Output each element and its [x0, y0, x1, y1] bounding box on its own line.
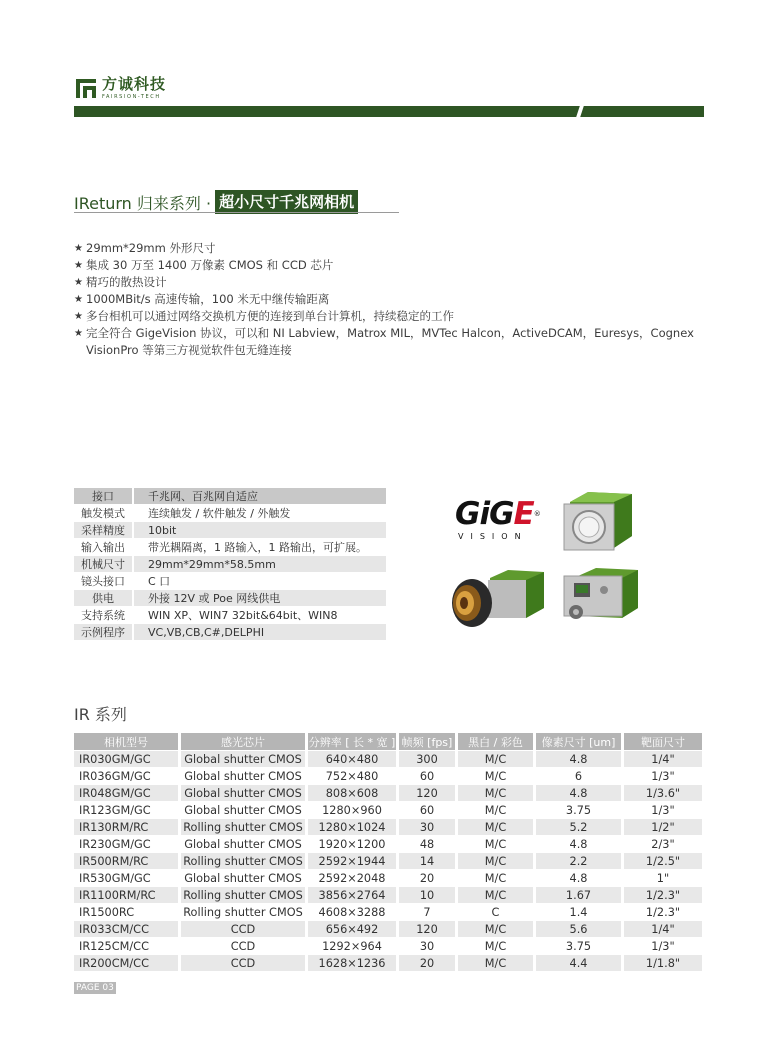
spec-key: 接口 [74, 488, 132, 504]
table-cell: Rolling shutter CMOS [181, 887, 305, 903]
table-cell: 1/2.3" [624, 904, 702, 920]
spec-value: 千兆网、百兆网自适应 [132, 488, 386, 504]
table-cell: 1/3" [624, 768, 702, 784]
table-cell: 4.8 [536, 751, 621, 767]
table-cell: Global shutter CMOS [181, 802, 305, 818]
star-icon: ★ [74, 260, 83, 271]
feature-text: 完全符合 GigeVision 协议，可以和 NI Labview，Matrox MIL，MVTec Halcon，ActiveDCAM，Euresys，Cognex VisionPro 等第三方视觉软件包无缝连接 [86, 326, 694, 357]
table-cell: 7 [399, 904, 455, 920]
table-cell: IR033CM/CC [74, 921, 178, 937]
feature-item [74, 240, 694, 257]
table-cell: 4608×3288 [308, 904, 396, 920]
feature-list [74, 240, 694, 359]
spec-row [74, 624, 386, 640]
table-cell: 656×492 [308, 921, 396, 937]
feature-text: 多台相机可以通过网络交换机方便的连接到单台计算机，持续稳定的工作 [86, 309, 454, 323]
table-cell: 3.75 [536, 938, 621, 954]
table-cell: 4.8 [536, 870, 621, 886]
feature-item [74, 257, 694, 274]
table-cell: M/C [458, 887, 533, 903]
spec-row [74, 556, 386, 572]
table-cell: 4.8 [536, 836, 621, 852]
table-cell: Global shutter CMOS [181, 785, 305, 801]
spec-value: 10bit [132, 522, 386, 538]
table-row [74, 819, 702, 835]
spec-key: 示例程序 [74, 624, 132, 640]
table-row [74, 887, 702, 903]
table-row [74, 768, 702, 784]
table-cell: M/C [458, 938, 533, 954]
gige-wordmark-e: E [513, 496, 534, 532]
table-cell: 808×608 [308, 785, 396, 801]
ir-series-table-body [74, 751, 702, 971]
feature-item [74, 308, 694, 325]
table-cell: 640×480 [308, 751, 396, 767]
spec-row [74, 539, 386, 555]
table-cell: 1/3.6" [624, 785, 702, 801]
table-cell: 1/3" [624, 938, 702, 954]
spec-row [74, 488, 386, 504]
spec-table [74, 487, 386, 641]
camera-rear-image [560, 566, 642, 628]
spec-value: 外接 12V 或 Poe 网线供电 [132, 590, 386, 606]
feature-text: 精巧的散热设计 [86, 275, 167, 289]
table-cell: 1280×1024 [308, 819, 396, 835]
feature-item [74, 325, 694, 359]
spec-value: 带光耦隔离，1 路输入，1 路输出，可扩展。 [132, 539, 386, 555]
table-cell: M/C [458, 836, 533, 852]
table-cell: CCD [181, 921, 305, 937]
ir-series-table [71, 732, 705, 972]
table-cell: IR048GM/GC [74, 785, 178, 801]
feature-text: 集成 30 万至 1400 万像素 CMOS 和 CCD 芯片 [86, 258, 334, 272]
spec-key: 镜头接口 [74, 573, 132, 589]
table-cell: 1/2.5" [624, 853, 702, 869]
table-cell: IR200CM/CC [74, 955, 178, 971]
table-row [74, 904, 702, 920]
column-header: 帧频 [fps] [399, 733, 455, 750]
feature-text: 1000MBit/s 高速传输，100 米无中继传输距离 [86, 292, 330, 306]
spec-row [74, 573, 386, 589]
spec-value: VC,VB,CB,C#,DELPHI [132, 624, 386, 640]
gige-vision-logo [455, 497, 555, 545]
ir-series-heading: IR 系列 [74, 705, 127, 724]
brand-name-en: FAIRSION-TECH [102, 93, 161, 100]
spec-value: C 口 [132, 573, 386, 589]
table-cell: IR230GM/GC [74, 836, 178, 852]
table-cell: 20 [399, 870, 455, 886]
table-cell: Global shutter CMOS [181, 870, 305, 886]
table-cell: 10 [399, 887, 455, 903]
feature-item [74, 274, 694, 291]
table-cell: 1280×960 [308, 802, 396, 818]
table-cell: 60 [399, 768, 455, 784]
spec-key: 供电 [74, 590, 132, 606]
table-cell: IR500RM/RC [74, 853, 178, 869]
registered-mark: ® [533, 510, 540, 518]
column-header: 分辨率 [ 长 * 宽 ] [308, 733, 396, 750]
spec-row [74, 522, 386, 538]
spec-value: WIN XP、WIN7 32bit&64bit、WIN8 [132, 607, 386, 623]
table-cell: 120 [399, 921, 455, 937]
table-cell: M/C [458, 802, 533, 818]
table-cell: IR130RM/RC [74, 819, 178, 835]
table-cell: 2.2 [536, 853, 621, 869]
table-row [74, 870, 702, 886]
table-cell: 14 [399, 853, 455, 869]
table-cell: CCD [181, 955, 305, 971]
table-cell: 5.6 [536, 921, 621, 937]
table-cell: 1/2.3" [624, 887, 702, 903]
table-cell: 1628×1236 [308, 955, 396, 971]
table-cell: M/C [458, 768, 533, 784]
table-cell: 120 [399, 785, 455, 801]
page-number: PAGE 03 [76, 983, 114, 993]
spec-key: 支持系统 [74, 607, 132, 623]
table-cell: M/C [458, 870, 533, 886]
table-cell: 1/4" [624, 921, 702, 937]
table-cell: 5.2 [536, 819, 621, 835]
brand-mark-icon [74, 76, 98, 100]
table-cell: IR530GM/GC [74, 870, 178, 886]
table-cell: 300 [399, 751, 455, 767]
table-cell: 752×480 [308, 768, 396, 784]
brand-name-cn: 方诚科技 [102, 74, 167, 93]
header-bar-notch [576, 105, 584, 118]
spec-value: 29mm*29mm*58.5mm [132, 556, 386, 572]
gige-wordmark [455, 497, 540, 531]
table-cell: IR125CM/CC [74, 938, 178, 954]
column-header: 相机型号 [74, 733, 178, 750]
table-cell: Rolling shutter CMOS [181, 819, 305, 835]
table-cell: IR1500RC [74, 904, 178, 920]
table-cell: 3856×2764 [308, 887, 396, 903]
table-cell: IR030GM/GC [74, 751, 178, 767]
table-cell: 1/3" [624, 802, 702, 818]
table-cell: 1/4" [624, 751, 702, 767]
table-cell: Global shutter CMOS [181, 768, 305, 784]
table-cell: Rolling shutter CMOS [181, 904, 305, 920]
camera-front-image [560, 488, 640, 558]
feature-item [74, 291, 694, 308]
table-row [74, 853, 702, 869]
spec-key: 采样精度 [74, 522, 132, 538]
star-icon: ★ [74, 311, 83, 322]
camera-with-lens-image [448, 568, 546, 634]
table-cell: 1/2" [624, 819, 702, 835]
table-cell: CCD [181, 938, 305, 954]
table-cell: Global shutter CMOS [181, 751, 305, 767]
table-cell: 1292×964 [308, 938, 396, 954]
table-cell: 4.8 [536, 785, 621, 801]
spec-key: 触发模式 [74, 505, 132, 521]
gige-vision-text: VISION [458, 532, 528, 541]
table-cell: M/C [458, 751, 533, 767]
table-cell: 6 [536, 768, 621, 784]
star-icon: ★ [74, 294, 83, 305]
title-divider [74, 212, 399, 213]
table-cell: 2592×1944 [308, 853, 396, 869]
gige-wordmark-main: GiG [455, 496, 514, 532]
table-cell: 4.4 [536, 955, 621, 971]
table-cell: M/C [458, 921, 533, 937]
spec-row [74, 590, 386, 606]
table-cell: M/C [458, 785, 533, 801]
table-cell: IR123GM/GC [74, 802, 178, 818]
table-row [74, 938, 702, 954]
series-highlight: 超小尺寸千兆网相机 [215, 190, 358, 214]
table-row [74, 751, 702, 767]
table-row [74, 955, 702, 971]
spec-key: 机械尺寸 [74, 556, 132, 572]
column-header: 像素尺寸 [um] [536, 733, 621, 750]
table-cell: 30 [399, 819, 455, 835]
spec-key: 输入输出 [74, 539, 132, 555]
table-cell: IR1100RM/RC [74, 887, 178, 903]
series-name: IReturn 归来系列 · [74, 193, 212, 213]
table-header-row [74, 733, 702, 750]
table-cell: M/C [458, 819, 533, 835]
column-header: 靶面尺寸 [624, 733, 702, 750]
table-row [74, 785, 702, 801]
column-header: 感光芯片 [181, 733, 305, 750]
brand-logo [74, 74, 166, 102]
table-cell: C [458, 904, 533, 920]
table-row [74, 921, 702, 937]
table-cell: 60 [399, 802, 455, 818]
star-icon: ★ [74, 328, 83, 339]
spec-value: 连续触发 / 软件触发 / 外触发 [132, 505, 386, 521]
series-title [74, 190, 358, 214]
header-bar [74, 106, 704, 117]
table-cell: 1.67 [536, 887, 621, 903]
table-cell: 1.4 [536, 904, 621, 920]
table-cell: IR036GM/GC [74, 768, 178, 784]
table-cell: 1" [624, 870, 702, 886]
table-cell: 1/1.8" [624, 955, 702, 971]
table-cell: 1920×1200 [308, 836, 396, 852]
table-cell: M/C [458, 853, 533, 869]
table-row [74, 802, 702, 818]
table-cell: 20 [399, 955, 455, 971]
table-cell: 48 [399, 836, 455, 852]
spec-row [74, 505, 386, 521]
table-cell: 2592×2048 [308, 870, 396, 886]
table-cell: 3.75 [536, 802, 621, 818]
table-cell: 2/3" [624, 836, 702, 852]
table-cell: 30 [399, 938, 455, 954]
column-header: 黑白 / 彩色 [458, 733, 533, 750]
spec-row [74, 607, 386, 623]
star-icon: ★ [74, 243, 83, 254]
table-cell: Global shutter CMOS [181, 836, 305, 852]
feature-text: 29mm*29mm 外形尺寸 [86, 241, 216, 255]
table-cell: M/C [458, 955, 533, 971]
table-row [74, 836, 702, 852]
table-cell: Rolling shutter CMOS [181, 853, 305, 869]
star-icon: ★ [74, 277, 83, 288]
